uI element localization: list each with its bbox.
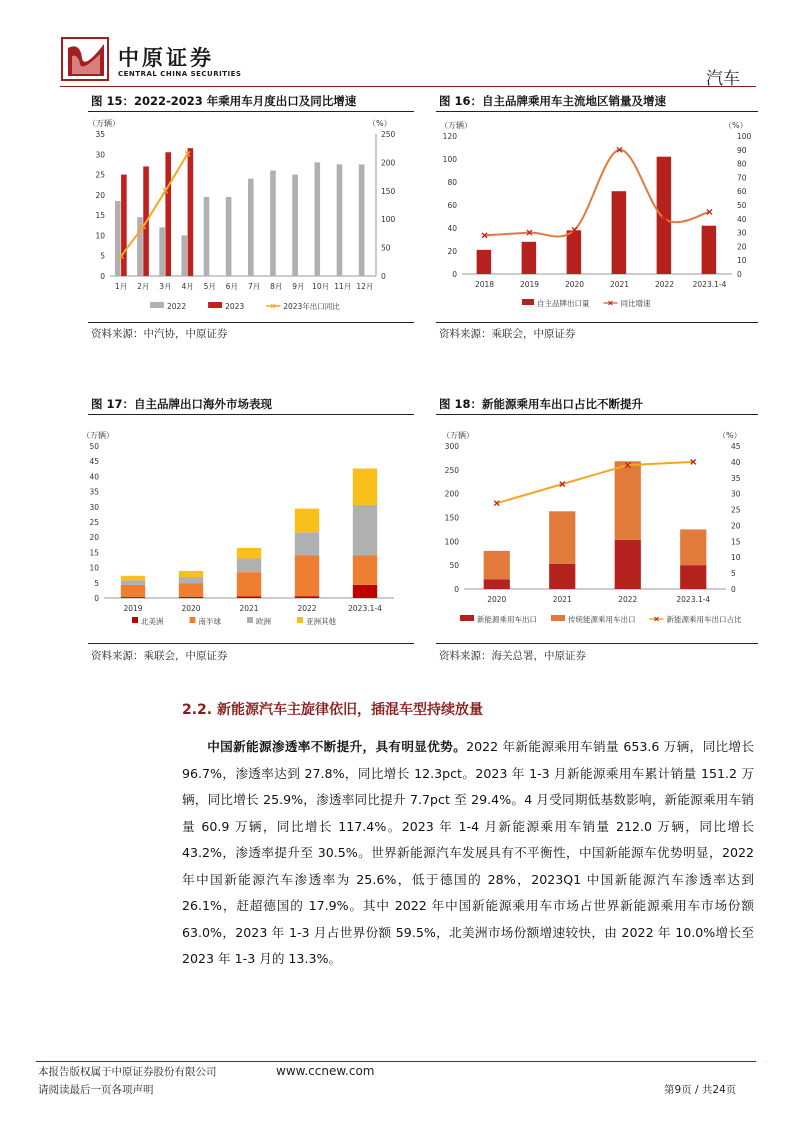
fig17-title-rule (88, 414, 414, 415)
fig17-bar-南半球 (121, 585, 145, 597)
fig17-legend-swatch (132, 617, 138, 623)
fig16-line-同比增速 (485, 150, 710, 237)
fig17-x-tick: 2021 (239, 604, 259, 613)
fig15-line-2023年出口同比 (121, 154, 188, 256)
fig16-y2-tick: 50 (737, 201, 747, 210)
fig18-source: 资料来源：海关总署，中原证券 (439, 650, 586, 662)
fig15-title: 图 15：2022-2023 年乘用车月度出口及同比增速 (91, 94, 357, 108)
fig16-title-rule (436, 111, 758, 112)
footer-disclaimer: 请阅读最后一页各项声明 (38, 1084, 154, 1096)
fig15-bar-2022 (226, 197, 232, 276)
header-rule (60, 86, 756, 87)
fig18-x-tick: 2023.1-4 (676, 595, 711, 604)
footer-copyright: 本报告版权属于中原证券股份有限公司 (38, 1066, 217, 1078)
fig17-bar-欧洲 (179, 577, 203, 583)
fig16-legend-label: 同比增速 (620, 299, 651, 308)
fig17-y-tick: 35 (89, 487, 99, 497)
fig15-y2-tick: 100 (381, 215, 396, 225)
fig15-title-rule (88, 111, 414, 112)
fig17-x-tick: 2020 (181, 604, 201, 613)
fig16-legend-swatch (522, 299, 534, 305)
fig17-source: 资料来源：乘联会，中原证券 (91, 650, 228, 662)
section-title: 2.2. 新能源汽车主旋律依旧，插混车型持续放量 (182, 702, 483, 718)
footer-rule (36, 1061, 756, 1062)
fig17-source-rule (88, 643, 414, 644)
fig16-x-tick: 2019 (519, 280, 540, 289)
fig18-chart (436, 418, 758, 628)
fig18-title-rule (436, 414, 758, 415)
fig17-y-tick: 45 (89, 457, 99, 467)
fig16-legend-label: 自主品牌出口量 (537, 299, 590, 308)
fig17-title: 图 17：自主品牌出口海外市场表现 (91, 397, 273, 411)
fig15-x-tick: 3月 (159, 282, 172, 291)
fig15-y-tick: 0 (100, 272, 105, 281)
fig17-bar-南半球 (237, 572, 261, 596)
fig15-x-tick: 4月 (181, 282, 194, 291)
fig16-x-tick: 2021 (609, 280, 630, 289)
fig18-y-tick: 0 (454, 585, 459, 594)
fig15-y2-tick: 200 (381, 158, 396, 168)
fig15-x-tick: 1月 (114, 282, 128, 291)
fig16-bar-自主品牌出口量 (702, 226, 716, 274)
fig16-y-unit: （万辆） (440, 121, 472, 130)
fig18-y-unit: （万辆） (442, 431, 474, 440)
fig18-x-tick: 2020 (487, 595, 507, 604)
fig18-bar-传统能源乘用车出口 (484, 551, 510, 580)
fig15-bar-2022 (159, 227, 165, 276)
fig16-x-tick: 2023.1-4 (692, 280, 727, 289)
fig17-legend-label: 亚洲其他 (306, 617, 336, 626)
fig15-y-tick: 5 (100, 251, 105, 261)
fig18-legend-swatch (551, 615, 565, 621)
fig16-source-rule (436, 322, 758, 323)
fig16-y-tick: 40 (447, 224, 457, 233)
fig18-y2-tick: 0 (731, 585, 736, 594)
fig17-legend-swatch (247, 617, 253, 623)
fig18-bar-传统能源乘用车出口 (615, 461, 641, 540)
company-logo (60, 36, 112, 82)
fig18-bar-新能源乘用车出口 (484, 579, 510, 589)
fig18-y-tick: 100 (444, 537, 459, 547)
fig15-y-tick: 20 (95, 190, 105, 200)
fig15-bar-2023 (121, 175, 127, 276)
fig17-bar-亚洲其他 (237, 548, 261, 559)
fig15-legend-swatch (150, 302, 164, 308)
fig15-y-unit: （万辆） (88, 119, 120, 128)
fig17-y-unit: （万辆） (82, 431, 114, 440)
fig15-y2-tick: 250 (381, 130, 396, 139)
fig17-legend-swatch (190, 617, 196, 623)
fig18-y2-tick: 5 (731, 569, 736, 579)
fig15-y-tick: 30 (95, 150, 105, 160)
fig16-x-tick: 2022 (654, 280, 675, 289)
fig18-x-tick: 2021 (552, 595, 572, 604)
fig17-bar-亚洲其他 (295, 509, 319, 533)
fig18-y-tick: 200 (444, 489, 459, 499)
fig17-bar-南半球 (353, 555, 377, 585)
company-name-cn: 中原证券 (118, 46, 214, 70)
fig18-bar-传统能源乘用车出口 (680, 529, 706, 565)
fig15-bar-2022 (115, 201, 121, 276)
fig17-bar-亚洲其他 (121, 576, 145, 581)
fig17-bar-欧洲 (353, 505, 377, 555)
fig16-y-tick: 0 (452, 270, 457, 279)
fig17-legend-swatch (297, 617, 303, 623)
fig15-y2-unit: （%） (368, 119, 392, 128)
footer-website[interactable]: www.ccnew.com (276, 1064, 375, 1078)
fig18-line-新能源乘用车出口占比 (497, 462, 694, 503)
fig15-bar-2022 (181, 235, 187, 276)
fig18-legend-label: 传统能源乘用车出口 (568, 615, 636, 624)
fig18-source-rule (436, 643, 758, 644)
fig17-y-tick: 0 (94, 594, 99, 603)
fig16-y2-tick: 10 (737, 256, 747, 266)
fig17-bar-北美洲 (353, 585, 377, 598)
sector-label: 汽车 (706, 69, 740, 89)
fig17-bar-欧洲 (237, 558, 261, 572)
fig16-y-tick: 60 (447, 201, 457, 210)
fig17-legend-label: 南半球 (198, 617, 221, 626)
fig17-y-tick: 20 (89, 533, 99, 543)
fig18-y2-tick: 25 (731, 505, 741, 515)
fig18-y-tick: 300 (444, 442, 459, 451)
fig15-x-tick: 9月 (292, 282, 305, 291)
fig15-x-tick: 7月 (247, 282, 261, 291)
section-body-text: 2022 年新能源乘用车销量 653.6 万辆，同比增长 96.7%，渗透率达到 27.8%，同比增长 12.3pct。2023 年 1-3 月新能源乘用车累计销量 151.2 万辆，同比增长 25.9%，渗透率同比提升 7.7pct 至 29.4%。4 月受同期低基数影响，新能源乘用车销量 60.9 万辆，同比增长 117.4%。2023 年 1-4 月新能源乘用车销量 212.0 万辆，同比增长 43.2%，渗透率提升至 30.5%。世界新能源汽车发展具有不平衡性，中国新能源车优势明显，2022 年中国新能源汽车渗透率为 25.6%，低于德国的 28%，2023Q1 中国新能源汽车渗透率达到 26.1%，赶超德国的 17.9%。其中 2022 年中国新能源乘用车市场占世界新能源乘用车市场份额 63.0%，2023 年 1-3 月占世界份额 59.5%，北美洲市场份额增速较快，由 2022 年 10.0%增长至 2023 年 1-3 月的 13.3%。 (182, 739, 754, 966)
fig17-chart (82, 418, 414, 628)
footer-page-number: 第9页 / 共24页 (664, 1084, 737, 1096)
section-lead: 中国新能源渗透率不断提升，具有明显优势。 (207, 739, 467, 754)
fig15-x-tick: 8月 (270, 282, 283, 291)
fig17-x-tick: 2023.1-4 (348, 604, 382, 613)
fig17-y-tick: 50 (89, 442, 99, 451)
fig18-y2-tick: 40 (731, 457, 741, 467)
fig16-chart (436, 114, 758, 320)
fig18-bar-新能源乘用车出口 (615, 540, 641, 589)
fig17-legend-label: 北美洲 (141, 617, 164, 626)
fig17-x-tick: 2022 (297, 604, 317, 613)
fig15-bar-2022 (314, 162, 320, 276)
fig17-x-tick: 2019 (123, 604, 143, 613)
fig18-y2-tick: 35 (731, 473, 741, 483)
fig15-legend-label: 2023 (225, 302, 245, 311)
section-body (182, 734, 754, 973)
fig16-y2-unit: （%） (724, 121, 748, 130)
fig17-legend-label: 欧洲 (256, 617, 271, 626)
fig16-bar-自主品牌出口量 (612, 191, 626, 274)
fig17-bar-南半球 (179, 583, 203, 597)
fig15-x-tick: 2月 (137, 282, 150, 291)
company-name-en: CENTRAL CHINA SECURITIES (118, 70, 242, 78)
fig15-y-tick: 25 (95, 170, 105, 180)
fig16-x-tick: 2020 (564, 280, 585, 289)
fig17-y-tick: 10 (89, 563, 99, 573)
fig16-y2-tick: 40 (737, 214, 747, 224)
fig17-bar-北美洲 (121, 597, 145, 598)
fig18-y2-tick: 30 (731, 489, 741, 499)
fig15-x-tick: 6月 (225, 282, 239, 291)
fig16-y2-tick: 0 (737, 270, 742, 279)
fig18-bar-传统能源乘用车出口 (549, 511, 575, 563)
fig18-y2-unit: （%） (718, 431, 742, 440)
fig18-x-tick: 2022 (618, 595, 638, 604)
fig18-bar-新能源乘用车出口 (549, 564, 575, 589)
fig15-legend-label: 2022 (167, 302, 187, 311)
fig15-bar-2022 (204, 197, 210, 276)
fig16-source: 资料来源：乘联会，中原证券 (439, 328, 576, 340)
fig16-y2-tick: 20 (737, 242, 747, 252)
fig16-y2-tick: 90 (737, 145, 747, 155)
fig18-y2-tick: 10 (731, 553, 741, 563)
fig15-chart (88, 114, 414, 320)
fig15-y-tick: 10 (95, 231, 105, 241)
fig15-bar-2023 (165, 152, 171, 276)
fig18-title: 图 18：新能源乘用车出口占比不断提升 (439, 397, 644, 411)
fig18-y-tick: 150 (444, 513, 459, 523)
fig16-y2-tick: 30 (737, 228, 747, 238)
fig17-y-tick: 25 (89, 518, 99, 527)
fig15-legend-swatch (208, 302, 222, 308)
fig15-bar-2022 (359, 164, 365, 276)
fig15-x-tick: 5月 (203, 282, 216, 291)
fig15-bar-2022 (270, 171, 276, 276)
fig16-y-tick: 80 (447, 178, 457, 187)
fig16-y-tick: 120 (442, 132, 457, 141)
fig18-y2-tick: 45 (731, 442, 741, 451)
fig15-bar-2022 (292, 175, 298, 276)
fig17-y-tick: 30 (89, 502, 99, 512)
fig15-source: 资料来源：中汽协，中原证券 (91, 328, 228, 340)
fig18-legend-swatch (460, 615, 474, 621)
fig16-bar-自主品牌出口量 (522, 242, 536, 274)
fig17-bar-南半球 (295, 555, 319, 596)
logo-mark-icon (60, 36, 112, 82)
fig18-y2-tick: 15 (731, 537, 741, 547)
fig17-y-tick: 40 (89, 472, 99, 482)
fig15-y-tick: 35 (95, 130, 105, 139)
fig15-y2-tick: 150 (381, 186, 396, 196)
fig15-x-tick: 11月 (334, 282, 352, 291)
fig18-y-tick: 50 (449, 561, 459, 571)
fig17-bar-北美洲 (237, 596, 261, 598)
fig15-bar-2022 (248, 179, 254, 276)
fig17-bar-北美洲 (179, 597, 203, 598)
fig17-bar-欧洲 (295, 532, 319, 555)
fig16-y-tick: 20 (447, 247, 457, 256)
fig16-x-tick: 2018 (474, 280, 495, 289)
fig16-y-tick: 100 (442, 155, 457, 164)
fig15-y2-tick: 50 (381, 243, 391, 253)
fig18-y2-tick: 20 (731, 521, 741, 531)
fig15-source-rule (88, 322, 414, 323)
fig17-bar-北美洲 (295, 596, 319, 598)
fig16-bar-自主品牌出口量 (657, 157, 671, 274)
fig15-y2-tick: 0 (381, 272, 386, 281)
fig17-bar-亚洲其他 (179, 571, 203, 577)
fig17-y-tick: 15 (89, 548, 99, 558)
fig17-y-tick: 5 (94, 578, 99, 588)
fig16-y2-tick: 70 (737, 173, 747, 183)
fig15-legend-label: 2023年出口同比 (283, 302, 340, 311)
fig15-x-tick: 12月 (356, 282, 374, 291)
fig15-y-tick: 15 (95, 211, 105, 221)
fig18-legend-label: 新能源乘用车出口占比 (666, 615, 742, 624)
fig15-bar-2022 (337, 164, 343, 276)
fig18-y-tick: 250 (444, 465, 459, 475)
fig16-title: 图 16：自主品牌乘用车主流地区销量及增速 (439, 94, 667, 108)
fig18-legend-label: 新能源乘用车出口 (477, 615, 537, 624)
fig18-bar-新能源乘用车出口 (680, 565, 706, 589)
fig16-bar-自主品牌出口量 (477, 250, 491, 274)
fig17-bar-亚洲其他 (353, 468, 377, 504)
fig16-bar-自主品牌出口量 (567, 230, 581, 274)
fig16-y2-tick: 80 (737, 159, 747, 169)
fig15-bar-2023 (188, 148, 194, 276)
fig15-x-tick: 10月 (312, 282, 330, 291)
fig16-y2-tick: 60 (737, 187, 747, 197)
fig17-bar-欧洲 (121, 580, 145, 585)
fig16-y2-tick: 100 (737, 132, 752, 141)
